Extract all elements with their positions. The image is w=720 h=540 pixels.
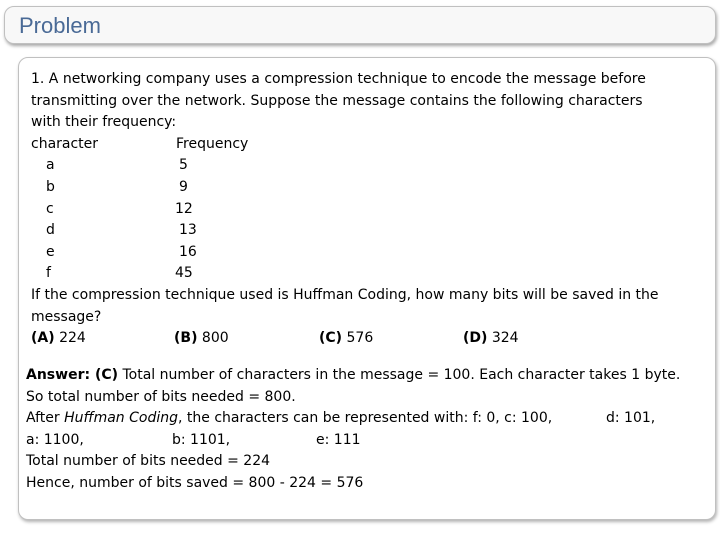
question-line-1: 1. A networking company uses a compression technique to encode the message before bbox=[31, 71, 646, 87]
slide-title: Problem bbox=[19, 13, 101, 38]
answer-line-3 bbox=[26, 408, 706, 430]
option-b bbox=[174, 328, 229, 350]
question-line-2: transmitting over the network. Suppose the message contains the following characters bbox=[31, 92, 643, 109]
row-frequency: 5 bbox=[179, 157, 188, 174]
row-frequency: 45 bbox=[175, 265, 193, 282]
answer-block bbox=[26, 365, 706, 495]
code-e: e: 111 bbox=[316, 431, 361, 448]
table-row bbox=[31, 220, 701, 242]
question-block bbox=[31, 69, 701, 350]
table-row bbox=[31, 263, 701, 285]
option-key: (B) bbox=[174, 330, 198, 347]
row-frequency: 9 bbox=[179, 178, 188, 195]
table-row bbox=[31, 199, 701, 221]
table-row bbox=[31, 177, 701, 199]
option-key: (A) bbox=[31, 330, 55, 347]
option-value: 224 bbox=[54, 330, 86, 347]
row-frequency: 13 bbox=[179, 222, 197, 239]
row-character: b bbox=[46, 178, 55, 195]
row-character: d bbox=[46, 222, 55, 239]
code-d: d: 101, bbox=[606, 410, 656, 427]
row-character: e bbox=[46, 243, 55, 260]
question-prompt-2: message? bbox=[31, 308, 102, 325]
table-row bbox=[31, 242, 701, 264]
table-header-row bbox=[31, 134, 701, 156]
option-key: (D) bbox=[463, 330, 488, 347]
answer-line-1 bbox=[26, 365, 706, 387]
huffman-coding-emphasis: Huffman Coding bbox=[64, 410, 178, 427]
row-frequency: 12 bbox=[175, 200, 193, 217]
answer-label: Answer: (C) bbox=[26, 367, 119, 383]
header-frequency: Frequency bbox=[176, 135, 249, 152]
row-character: f bbox=[46, 265, 51, 282]
header-character: character bbox=[31, 135, 99, 152]
row-character: a bbox=[46, 157, 55, 174]
option-value: 800 bbox=[197, 330, 229, 347]
option-value: 324 bbox=[487, 330, 519, 347]
code-b: b: 1101, bbox=[172, 431, 231, 448]
code-a: a: 1100, bbox=[26, 431, 84, 448]
question-prompt-1: If the compression technique used is Huffman Coding, how many bits will be saved in the bbox=[31, 286, 659, 303]
option-value: 576 bbox=[342, 330, 374, 347]
option-c bbox=[319, 328, 373, 350]
table-row bbox=[31, 155, 701, 177]
option-a bbox=[31, 328, 86, 350]
title-bar bbox=[4, 6, 716, 44]
row-frequency: 16 bbox=[179, 243, 197, 260]
options-row bbox=[31, 328, 701, 350]
answer-line-6: Hence, number of bits saved = 800 - 224 = 576 bbox=[26, 474, 364, 491]
option-d bbox=[463, 328, 519, 350]
option-key: (C) bbox=[319, 330, 343, 347]
answer-line-1-text: Total number of characters in the message = 100. Each character takes 1 byte. bbox=[118, 367, 681, 383]
answer-line-5: Total number of bits needed = 224 bbox=[26, 453, 271, 470]
answer-line-4 bbox=[26, 430, 706, 452]
answer-line-3-main: After Huffman Coding, the characters can be represented with: f: 0, c: 100, bbox=[26, 410, 553, 427]
row-character: c bbox=[46, 200, 54, 217]
question-line-3: with their frequency: bbox=[31, 114, 177, 131]
answer-line-2: So total number of bits needed = 800. bbox=[26, 388, 296, 405]
